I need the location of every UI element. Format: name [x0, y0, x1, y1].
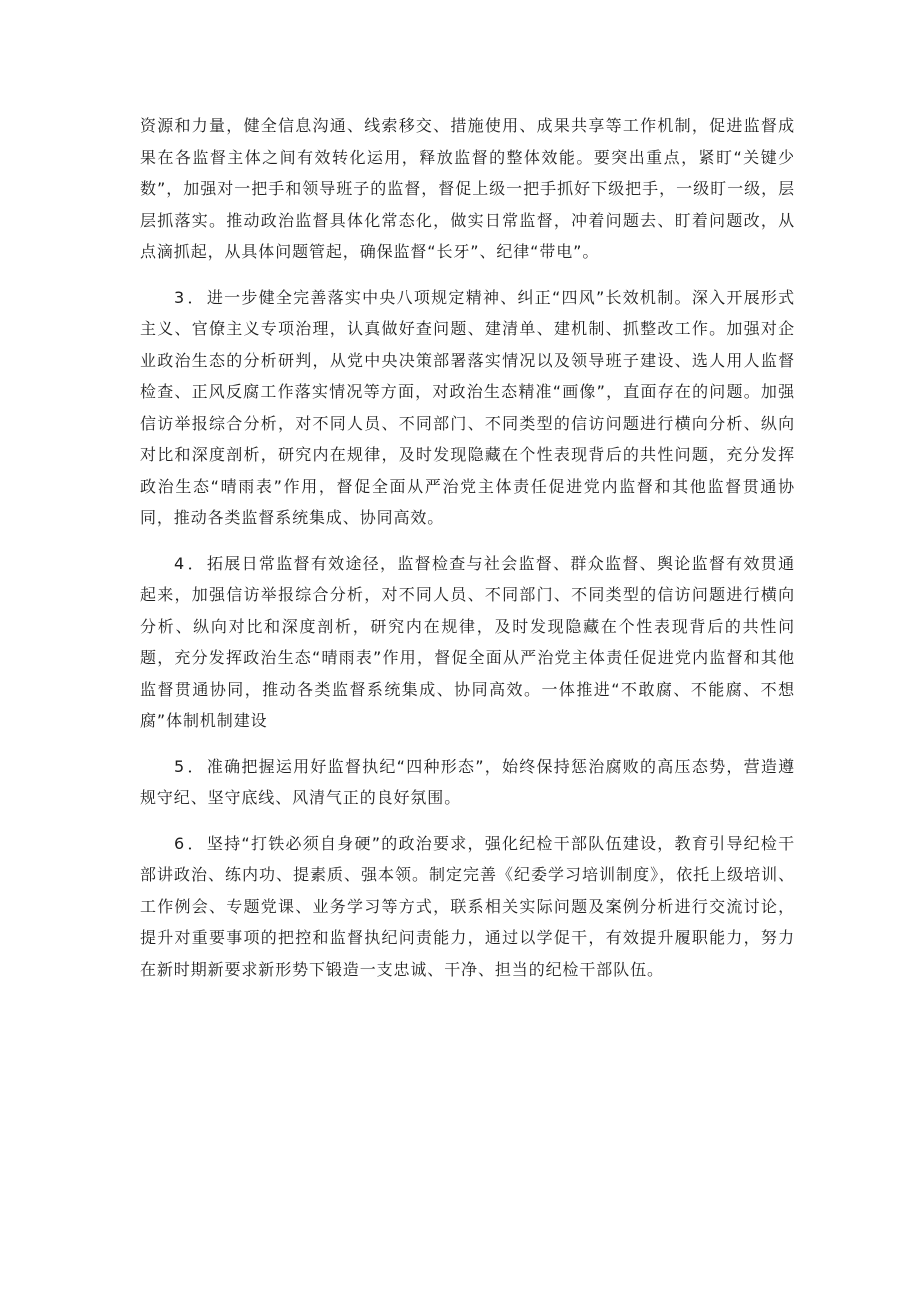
- paragraph-item-3: [140, 282, 795, 534]
- item-number: 6．: [174, 833, 207, 853]
- paragraph-item-5: [140, 751, 795, 814]
- paragraph-continued: [140, 110, 795, 268]
- item-number: 3．: [174, 287, 207, 307]
- paragraph-item-6: [140, 828, 795, 986]
- paragraph-text: 资源和力量，健全信息沟通、线索移交、措施使用、成果共享等工作机制，促进监督成果在各监督主体之间有效转化运用，释放监督的整体效能。要突出重点，紧盯“关键少数”，加强对一把手和领导班子的监督，督促上级一把手抓好下级把手，一级盯一级，层层抓落实。推动政治监督具体化常态化，做实日常监督，冲着问题去、盯着问题改，从点滴抓起，从具体问题管起，确保监督“长牙”、纪律“带电”。: [140, 116, 795, 261]
- paragraph-text: 进一步健全完善落实中央八项规定精神、纠正“四风”长效机制。深入开展形式主义、官僚主义专项治理，认真做好查问题、建清单、建机制、抓整改工作。加强对企业政治生态的分析研判，从党中央决策部署落实情况以及领导班子建设、选人用人监督检查、正风反腐工作落实情况等方面，对政治生态精准“画像”，直面存在的问题。加强信访举报综合分析，对不同人员、不同部门、不同类型的信访问题进行横向分析、纵向对比和深度剖析，研究内在规律，及时发现隐藏在个性表现背后的共性问题，充分发挥政治生态“晴雨表”作用，督促全面从严治党主体责任促进党内监督和其他监督贯通协同，推动各类监督系统集成、协同高效。: [140, 287, 795, 527]
- paragraph-text: 拓展日常监督有效途径，监督检查与社会监督、群众监督、舆论监督有效贯通起来，加强信访举报综合分析，对不同人员、不同部门、不同类型的信访问题进行横向分析、纵向对比和深度剖析，研究内在规律，及时发现隐藏在个性表现背后的共性问题，充分发挥政治生态“晴雨表”作用，督促全面从严治党主体责任促进党内监督和其他监督贯通协同，推动各类监督系统集成、协同高效。一体推进“不敢腐、不能腐、不想腐”体制机制建设: [140, 553, 795, 730]
- item-number: 5．: [174, 756, 207, 776]
- item-number: 4．: [174, 553, 207, 573]
- paragraph-text: 准确把握运用好监督执纪“四种形态”，始终保持惩治腐败的高压态势，营造遵规守纪、坚守底线、风清气正的良好氛围。: [140, 756, 795, 807]
- paragraph-text: 坚持“打铁必须自身硬”的政治要求，强化纪检干部队伍建设，教育引导纪检干部讲政治、练内功、提素质、强本领。制定完善《纪委学习培训制度》，依托上级培训、工作例会、专题党课、业务学习等方式，联系相关实际问题及案例分析进行交流讨论，提升对重要事项的把控和监督执纪问责能力，通过以学促干，有效提升履职能力，努力在新时期新要求新形势下锻造一支忠诚、干净、担当的纪检干部队伍。: [140, 833, 795, 979]
- document-page: [140, 110, 795, 985]
- paragraph-item-4: [140, 548, 795, 737]
